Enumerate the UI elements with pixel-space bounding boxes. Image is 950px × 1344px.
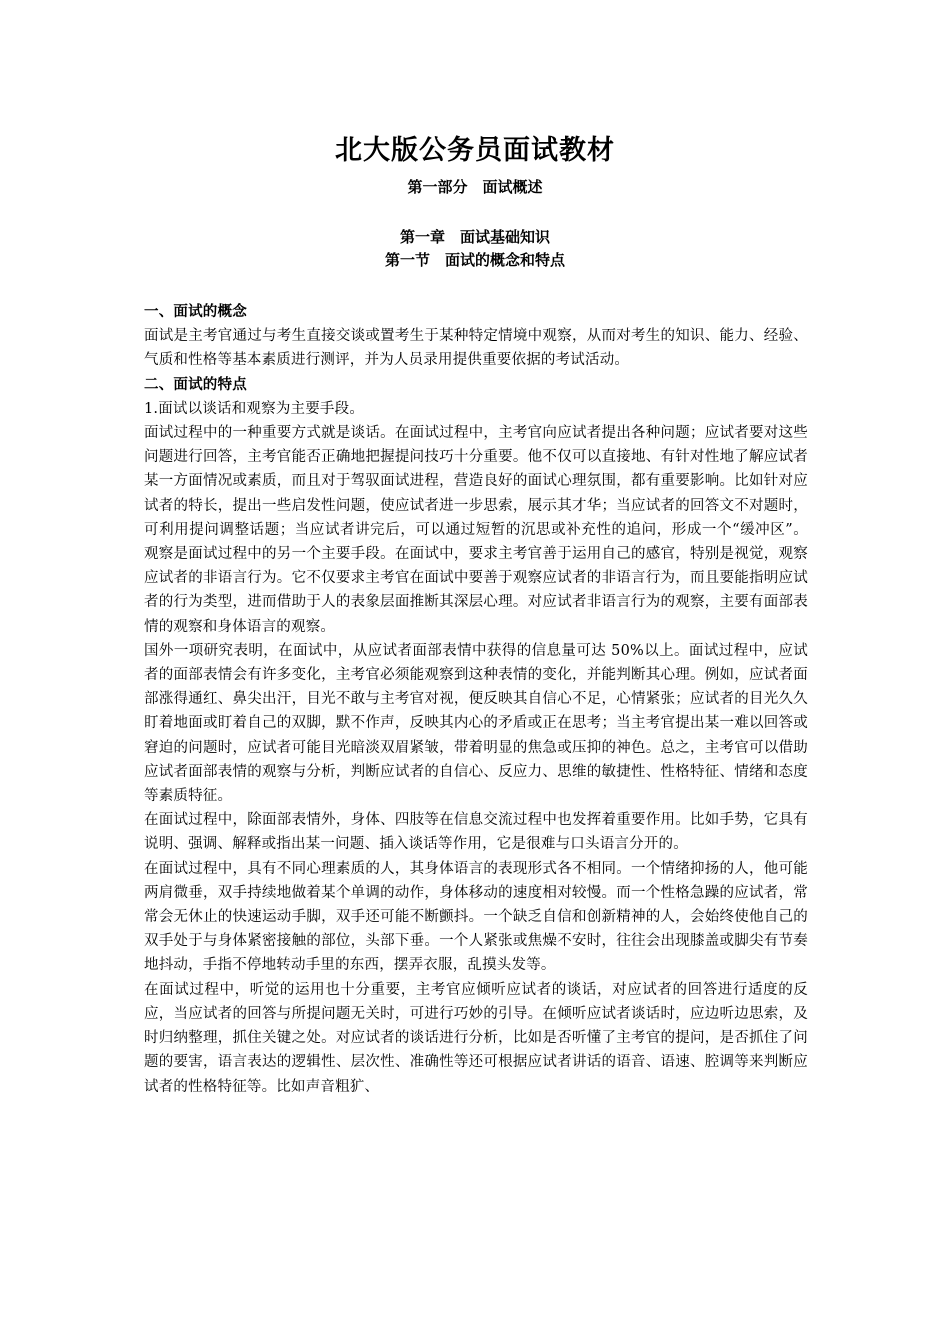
section-heading: 第一节 面试的概念和特点 — [384, 251, 565, 269]
paragraph-4: 在面试过程中，具有不同心理素质的人，其身体语言的表现形式各不相同。一个情绪抑扬的人，他可能两肩微垂，双手持续地做着某个单调的动作，身体移动的速度相对较慢。而一个性格急躁的应试者，常常会无休止的快速运动手脚，双手还可能不断颤抖。一个缺乏自信和创新精神的人，会始终使他自己的双手处于与身体紧密接触的部位，头部下垂。一个人紧张或焦燥不安时，往往会出现膝盖或脚尖有节奏地抖动，手指不停地转动手里的东西，摆弄衣服，乱摸头发等。 — [144, 860, 808, 974]
part-heading: 第一部分 面试概述 — [407, 178, 543, 196]
paragraph-2: 国外一项研究表明，在面试中，从应试者面部表情中获得的信息量可达 50%以上。面试过程中，应试者的面部表情会有许多变化，主考官必须能观察到这种表情的变化，并能判断其心理。例如，应试者面部涨得通红、鼻尖出汗，目光不敢与主考官对视，便反映其自信心不足，心情紧张；应试者的目光久久盯着地面或盯着自己的双脚，默不作声，反映其内心的矛盾或正在思考；当主考官提出某一难以回答或窘迫的问题时，应试者可能目光暗淡双眉紧皱，带着明显的焦急或压抑的神色。总之，主考官可以借助应试者面部表情的观察与分析，判断应试者的自信心、反应力、思维的敏捷性、性格特征、情绪和态度等素质特征。 — [144, 642, 808, 805]
paragraph-concept: 面试是主考官通过与考生直接交谈或置考生于某种特定情境中观察，从而对考生的知识、能力、经验、气质和性格等基本素质进行测评，并为人员录用提供重要依据的考试活动。 — [144, 328, 808, 369]
heading-concept: 一、面试的概念 — [144, 303, 247, 320]
feature-item-1: 1.面试以谈话和观察为主要手段。 — [144, 400, 365, 417]
chapter-heading: 第一章 面试基础知识 — [399, 228, 550, 246]
heading-features: 二、面试的特点 — [144, 375, 247, 393]
paragraph-3: 在面试过程中，除面部表情外，身体、四肢等在信息交流过程中也发挥着重要作用。比如手势，它具有说明、强调、解释或指出某一问题、插入谈话等作用，它是很难与口头语言分开的。 — [144, 812, 808, 853]
document-body — [144, 300, 808, 1099]
paragraph-5: 在面试过程中，听觉的运用也十分重要，主考官应倾听应试者的谈话，对应试者的回答进行适度的反应，当应试者的回答与所提问题无关时，可进行巧妙的引导。在倾听应试者谈话时，应边听边思索，及时归纳整理，抓住关键之处。对应试者的谈话进行分析，比如是否听懂了主考官的提问，是否抓住了问题的要害，语言表达的逻辑性、层次性、准确性等还可根据应试者讲话的语音、语速、腔调等来判断应试者的性格特征等。比如声音粗犷、 — [144, 981, 808, 1095]
paragraph-1: 面试过程中的一种重要方式就是谈话。在面试过程中，主考官向应试者提出各种问题；应试者要对这些问题进行回答，主考官能否正确地把握提问技巧十分重要。他不仅可以直接地、有针对性地了解应试者某一方面情况或素质，而且对于驾驭面试进程，营造良好的面试心理氛围，都有重要影响。比如针对应试者的特长，提出一些启发性问题，使应试者进一步思索，展示其才华；当应试者的回答文不对题时，可利用提问调整话题；当应试者讲完后，可以通过短暂的沉思或补充性的追问，形成一个“缓冲区”。 观察是面试过程中的另一个主要手段。在面试中，要求主考官善于运用自己的感官，特别是视觉，观察应试者的非语言行为。它不仅要求主考官在面试中要善于观察应试者的非语言行为，而且要能指明应试者的行为类型，进而借助于人的表象层面推断其深层心理。对应试者非语言行为的观察，主要有面部表情的观察和身体语言的观察。 — [144, 425, 808, 635]
document-title: 北大版公务员面试教材 — [335, 135, 615, 166]
